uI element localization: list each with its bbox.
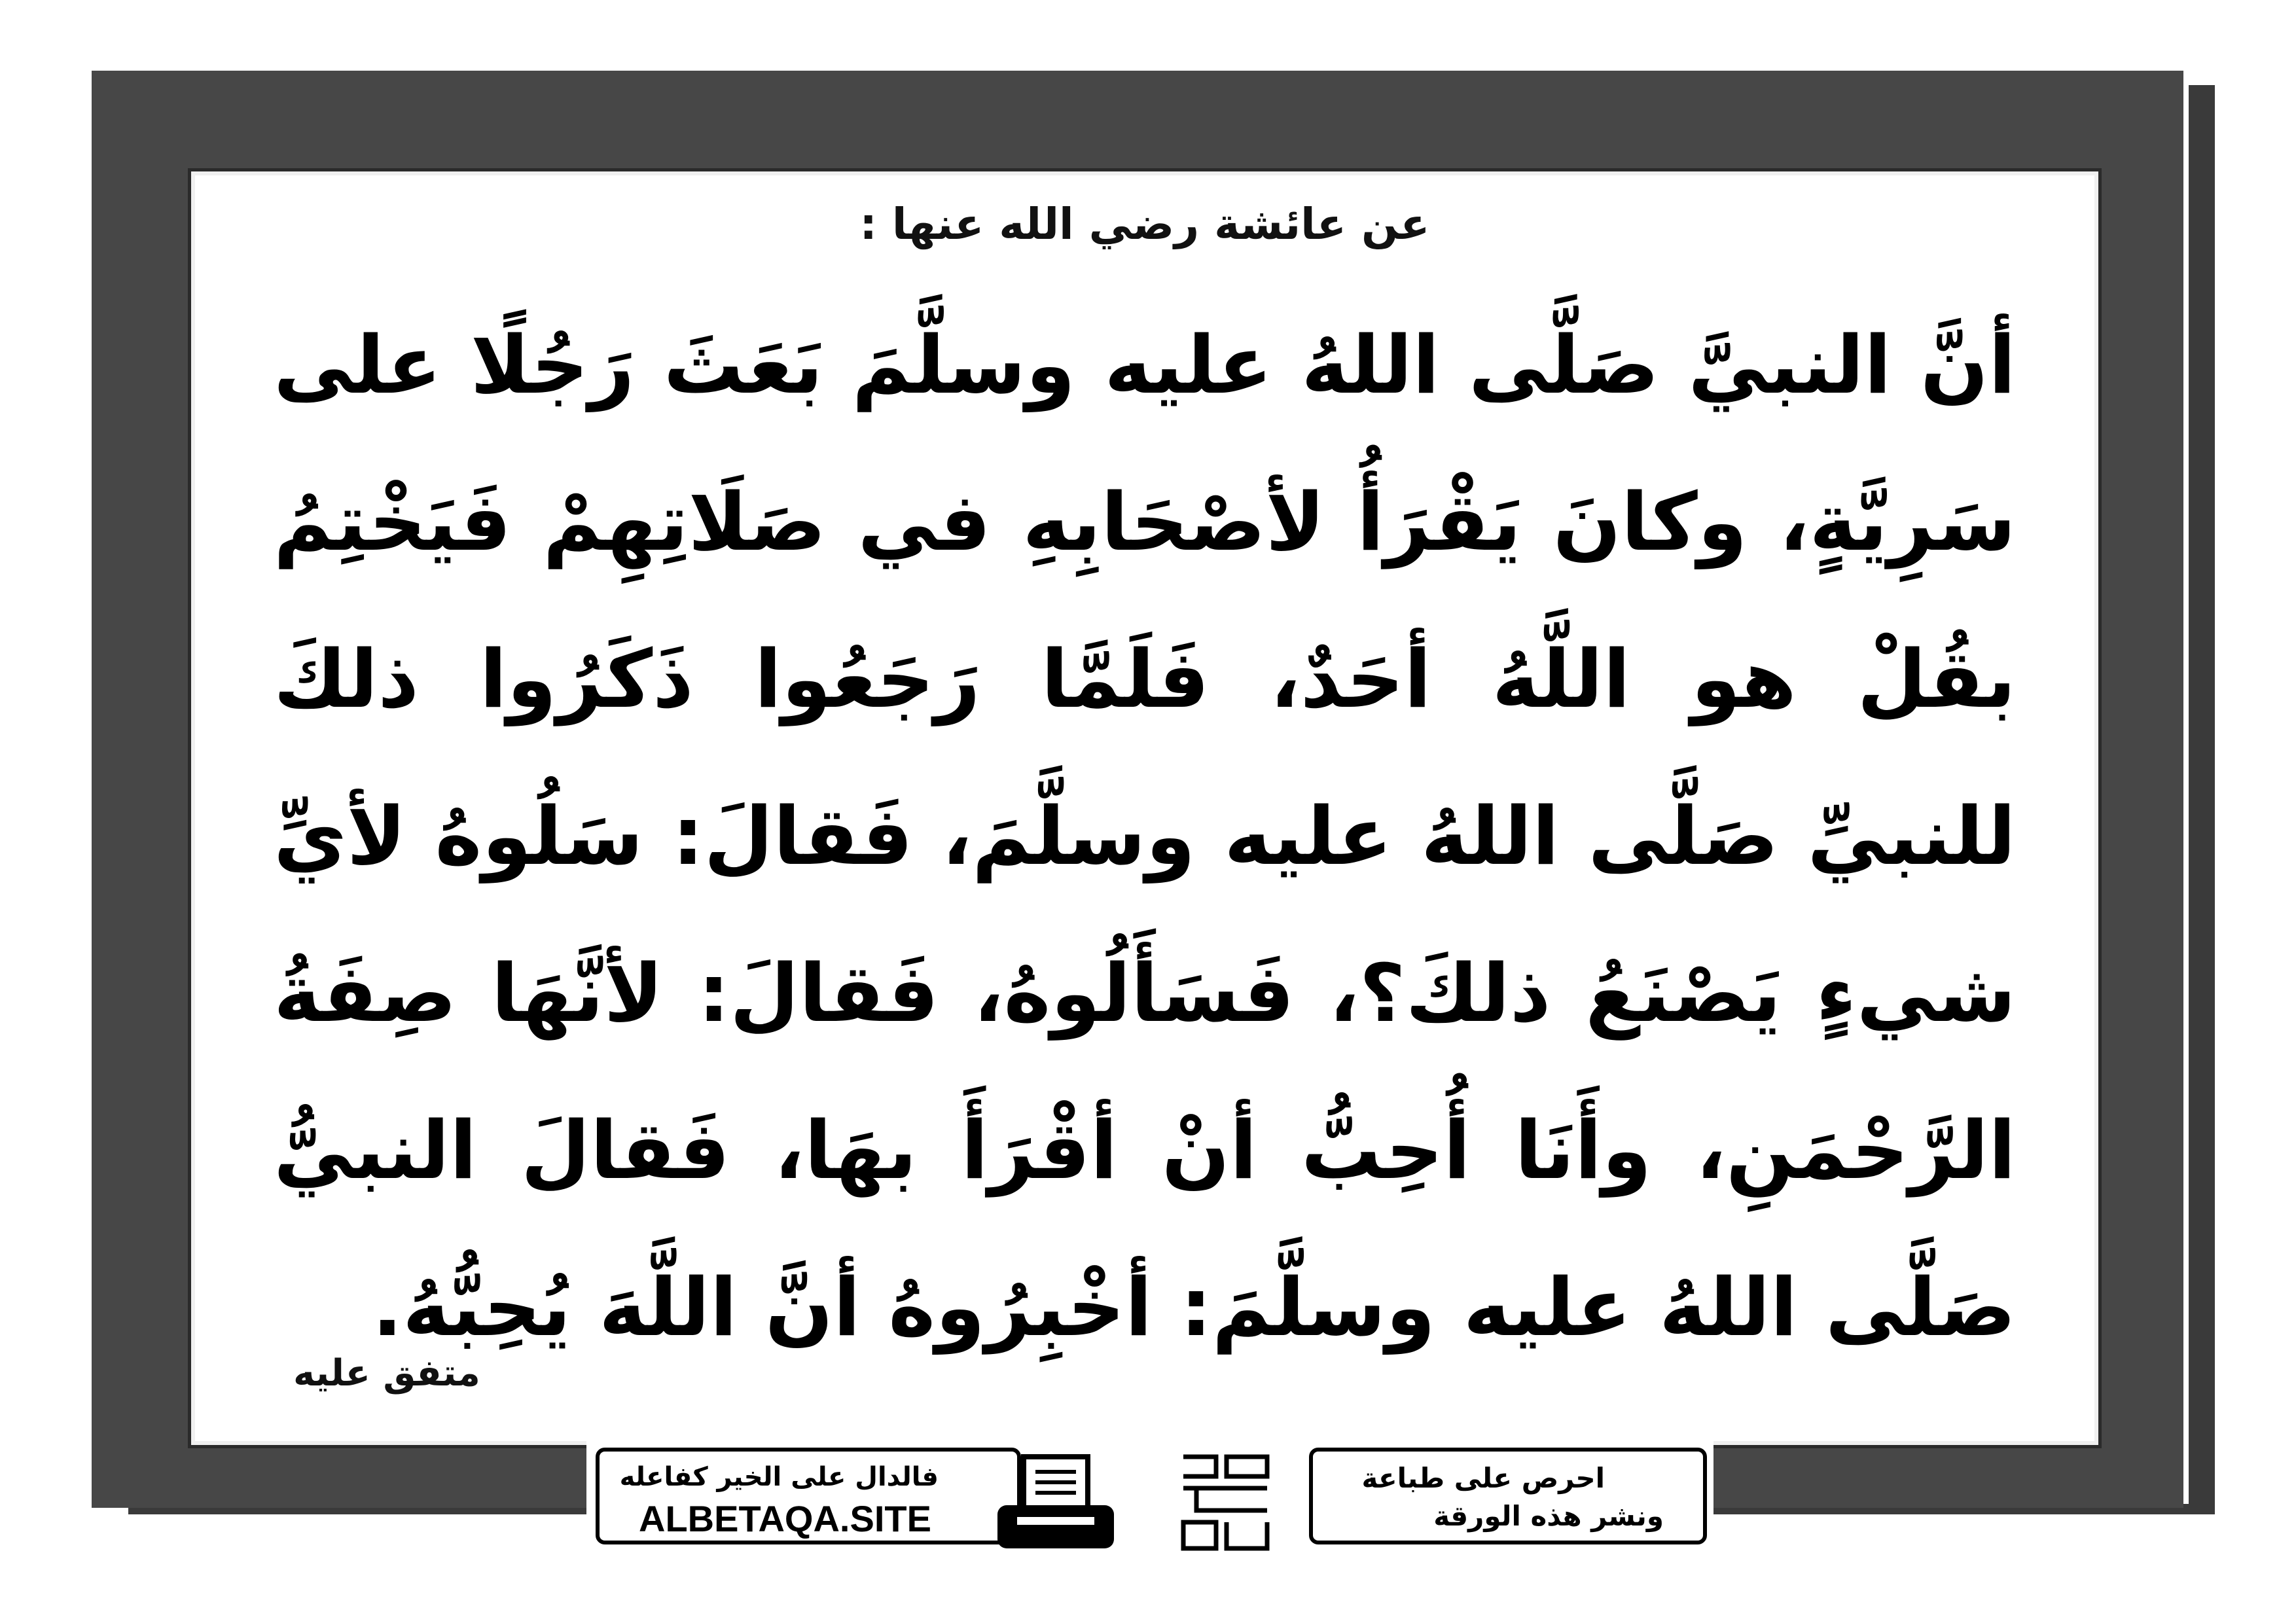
logo	[1177, 1448, 1274, 1559]
footer-print-box	[1309, 1448, 1707, 1544]
footer-caption: فالدال على الخير كفاعله	[619, 1462, 939, 1492]
footer-print-line-1: احرص على طباعة	[1361, 1462, 1605, 1494]
printer-icon	[994, 1454, 1118, 1552]
site-link[interactable]: ALBETAQA.SITE	[639, 1498, 931, 1539]
footer-print-line-2: ونشر هذه الورقة	[1433, 1500, 1664, 1532]
hadith-source: متفق عليه	[293, 1352, 480, 1395]
hadith-narrator-heading: عن عائشة رضي الله عنها :	[859, 199, 1430, 249]
content-panel	[191, 171, 2098, 1445]
footer-site-box	[596, 1448, 1021, 1544]
hadith-text: أنَّ النبيَّ صَلَّى اللهُ عليه وسلَّمَ بَعَثَ رَجُلًا على سَرِيَّةٍ، وكانَ يَقْرَأُ لأصْحَابِهِ في صَلَاتِهِمْ فَيَخْتِمُ بقُلْ هو اللَّهُ أحَدٌ، فَلَمَّا رَجَعُوا ذَكَرُوا ذلكَ للنبيِّ صَلَّى اللهُ عليه وسلَّمَ، فَقالَ: سَلُوهُ لأيِّ شيءٍ يَصْنَعُ ذلكَ؟، فَسَأَلُوهُ، فَقالَ: لأنَّهَا صِفَةُ الرَّحْمَنِ، وأَنَا أُحِبُّ أنْ أقْرَأَ بهَا، فَقالَ النبيُّ صَلَّى اللهُ عليه وسلَّمَ: أخْبِرُوهُ أنَّ اللَّهَ يُحِبُّهُ.	[274, 319, 2016, 1354]
